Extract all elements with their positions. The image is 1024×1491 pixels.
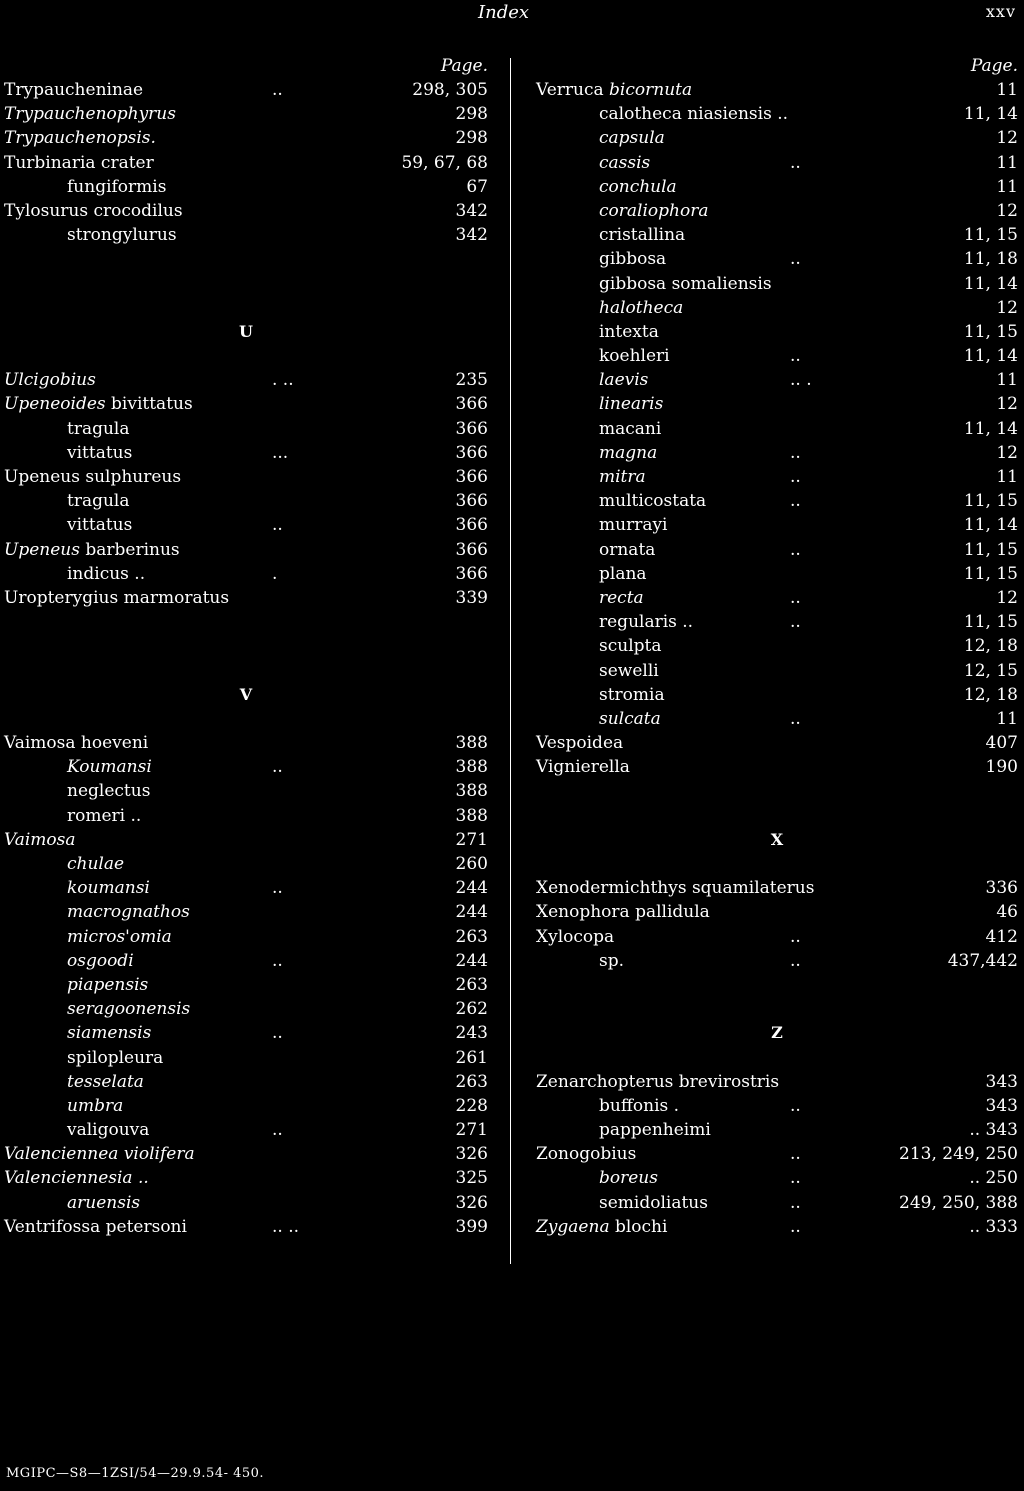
leader-dots: .. [272, 878, 283, 899]
index-entry [4, 465, 488, 489]
leader-dots: .. [790, 346, 801, 367]
entry-page-ref: 263 [455, 926, 488, 947]
leader-dots: .. [790, 1216, 801, 1237]
entry-term: macrognathos [67, 902, 190, 923]
entry-page-ref: 366 [455, 539, 488, 560]
running-title: Index [478, 2, 530, 23]
leader-dots: .. [272, 757, 283, 778]
leader-dots: .. [790, 708, 801, 729]
index-entry [536, 1166, 1018, 1190]
entry-page-ref: 11, 15 [963, 539, 1018, 560]
entry-term: pappenheimi [599, 1120, 711, 1141]
entry-page-ref: 12 [996, 442, 1018, 463]
entry-term: Zenarchopterus brevirostris [536, 1071, 780, 1092]
leader-dots: .. . [790, 370, 812, 391]
entry-page-ref: 298 [455, 128, 488, 149]
leader-dots: . .. [272, 370, 294, 391]
index-entry [536, 586, 1018, 610]
entry-page-ref: 388 [455, 733, 488, 754]
entry-page-ref: 366 [455, 515, 488, 536]
leader-dots: .. [790, 491, 801, 512]
entry-page-ref: 11, 15 [963, 491, 1018, 512]
entry-page-ref: 244 [455, 950, 488, 971]
entry-term: spilopleura [67, 1047, 164, 1068]
index-entry [4, 1142, 488, 1166]
index-entry [4, 1166, 488, 1190]
entry-page-ref: 342 [455, 225, 488, 246]
entry-page-ref: 388 [455, 781, 488, 802]
page-column-label: Page. [970, 56, 1018, 76]
blank-line [4, 634, 488, 658]
entry-term: linearis [599, 394, 664, 415]
entry-page-ref: 11, 18 [963, 249, 1018, 270]
index-entry [4, 1021, 488, 1045]
entry-term: valigouva [67, 1120, 150, 1141]
entry-page-ref: 11, 14 [963, 515, 1018, 536]
index-column-right [536, 54, 1018, 1239]
index-entry [536, 320, 1018, 344]
index-entry [4, 78, 488, 102]
index-entry [536, 925, 1018, 949]
index-entry [4, 223, 488, 247]
entry-page-ref: 67 [466, 176, 488, 197]
entry-term: conchula [599, 176, 677, 197]
entry-page-ref: 263 [455, 974, 488, 995]
entry-term: tragula [67, 418, 130, 439]
entry-term: Verruca bicornuta [536, 80, 693, 100]
leader-dots: .. [790, 1095, 801, 1116]
index-entry [536, 489, 1018, 513]
index-entry [4, 925, 488, 949]
entry-page-ref: 11 [996, 176, 1018, 197]
blank-line [536, 997, 1018, 1021]
index-entry [536, 513, 1018, 537]
entry-term: umbra [67, 1095, 124, 1116]
entry-page-ref: 11 [996, 152, 1018, 173]
entry-term: Vignierella [536, 757, 630, 778]
index-entry [536, 102, 1018, 126]
leader-dots: ... [272, 442, 289, 463]
index-entry [536, 949, 1018, 973]
leader-dots: .. [790, 587, 801, 608]
index-entry [536, 1142, 1018, 1166]
blank-line [536, 852, 1018, 876]
entry-term: regularis .. [599, 612, 694, 633]
index-entry [536, 562, 1018, 586]
entry-page-ref: 11, 15 [963, 563, 1018, 584]
entry-term: tesselata [67, 1071, 144, 1092]
entry-page-ref: 388 [455, 757, 488, 778]
leader-dots: .. [790, 249, 801, 270]
entry-term: micros'omia [67, 926, 172, 947]
index-entry [4, 102, 488, 126]
entry-page-ref: 407 [985, 733, 1018, 754]
entry-term: laevis [599, 370, 649, 391]
entry-page-ref: 46 [996, 902, 1018, 923]
section-letter: U [239, 321, 253, 341]
entry-page-ref: 12, 18 [963, 636, 1018, 657]
blank-line [4, 659, 488, 683]
blank-line [536, 804, 1018, 828]
section-letter: Z [771, 1023, 783, 1043]
index-entry [4, 489, 488, 513]
entry-page-ref: 11, 14 [963, 273, 1018, 294]
leader-dots: .. [790, 152, 801, 173]
entry-page-ref: 342 [455, 200, 488, 221]
entry-page-ref: 11, 15 [963, 321, 1018, 342]
index-entry [536, 707, 1018, 731]
index-entry [536, 1070, 1018, 1094]
entry-page-ref: .. 343 [969, 1120, 1018, 1141]
entry-term: calotheca niasiensis .. [599, 104, 789, 125]
entry-term: stromia [599, 684, 665, 705]
index-entry [536, 755, 1018, 779]
leader-dots: .. [272, 950, 283, 971]
index-entry [4, 828, 488, 852]
entry-page-ref: 11 [996, 467, 1018, 487]
index-entry [536, 175, 1018, 199]
index-entry [4, 779, 488, 803]
entry-term: cassis [599, 152, 651, 173]
blank-line [536, 1046, 1018, 1070]
index-entry [4, 417, 488, 441]
entry-page-ref: 11 [996, 370, 1018, 391]
entry-page-ref: 339 [455, 587, 488, 608]
index-entry [4, 997, 488, 1021]
entry-term: Koumansi [67, 757, 152, 778]
entry-page-ref: 366 [455, 491, 488, 512]
entry-page-ref: 12 [996, 297, 1018, 318]
index-entry [4, 1094, 488, 1118]
index-entry [4, 199, 488, 223]
entry-term: Uropterygius marmoratus [4, 587, 230, 608]
entry-term: Turbinaria crater [4, 152, 154, 173]
index-entry [536, 538, 1018, 562]
page-number: xxv [985, 2, 1016, 21]
entry-term: gibbosa [599, 249, 667, 270]
entry-page-ref: 243 [455, 1023, 488, 1044]
entry-term: murrayi [599, 515, 668, 536]
column-divider [510, 58, 511, 1264]
index-entry [4, 392, 488, 416]
index-entry [536, 417, 1018, 441]
leader-dots: .. [790, 926, 801, 947]
entry-term: plana [599, 563, 647, 584]
entry-page-ref: 326 [455, 1144, 488, 1165]
entry-page-ref: 12 [996, 587, 1018, 608]
entry-page-ref: 244 [455, 902, 488, 923]
entry-term: sculpta [599, 636, 662, 657]
entry-page-ref: 244 [455, 878, 488, 899]
entry-term: Trypauchenopsis. [4, 128, 156, 149]
index-entry [4, 1070, 488, 1094]
section-letter: V [239, 684, 253, 704]
entry-term: Ulcigobius [4, 370, 96, 391]
leader-dots: .. [272, 515, 283, 536]
entry-term: strongylurus [67, 225, 177, 246]
page-column-label: Page. [440, 56, 488, 76]
entry-term: osgoodi [67, 950, 134, 971]
leader-dots: . [272, 563, 278, 584]
index-entry [536, 247, 1018, 271]
entry-page-ref: 12 [996, 128, 1018, 149]
entry-term: Vaimosa hoeveni [4, 733, 149, 754]
entry-term: gibbosa somaliensis [599, 273, 772, 294]
leader-dots: .. [790, 539, 801, 560]
entry-term: coraliophora [599, 200, 709, 221]
entry-page-ref: 366 [455, 394, 488, 415]
index-entry [4, 852, 488, 876]
index-entry [536, 272, 1018, 296]
entry-term: Valenciennesia .. [4, 1168, 149, 1189]
entry-term: sulcata [599, 708, 661, 729]
entry-term: Upeneus sulphureus [4, 467, 182, 487]
entry-page-ref: 263 [455, 1071, 488, 1092]
entry-term: Xenophora pallidula [536, 902, 710, 923]
leader-dots: .. .. [272, 1216, 300, 1237]
entry-page-ref: 235 [455, 370, 488, 391]
index-entry [4, 1191, 488, 1215]
index-entry [4, 900, 488, 924]
index-entry [4, 513, 488, 537]
entry-term: piapensis [67, 974, 149, 995]
entry-page-ref: 298, 305 [412, 80, 488, 100]
entry-term: koehleri [599, 346, 670, 367]
leader-dots: .. [272, 80, 283, 100]
index-entry [4, 973, 488, 997]
entry-page-ref: 11, 14 [963, 418, 1018, 439]
index-entry [4, 126, 488, 150]
entry-term: ornata [599, 539, 656, 560]
index-entry [4, 538, 488, 562]
section-letter: X [770, 829, 784, 849]
entry-page-ref: 11, 15 [963, 612, 1018, 633]
leader-dots: .. [790, 467, 801, 487]
entry-term: Xenodermichthys squamilaterus [536, 878, 815, 899]
index-entry [536, 683, 1018, 707]
index-entry [4, 368, 488, 392]
index-entry [4, 1046, 488, 1070]
entry-term: multicostata [599, 491, 707, 512]
index-entry [4, 586, 488, 610]
printer-imprint: MGIPC—S8—1ZSI/54—29.9.54- 450. [6, 1466, 265, 1481]
entry-term: romeri .. [67, 805, 142, 826]
entry-page-ref: 262 [455, 999, 488, 1020]
leader-dots: .. [790, 612, 801, 633]
index-entry [536, 1215, 1018, 1239]
entry-term: aruensis [67, 1192, 141, 1213]
leader-dots: .. [790, 950, 801, 971]
entry-page-ref: 343 [985, 1095, 1018, 1116]
entry-term: Valenciennea violifera [4, 1144, 195, 1165]
entry-term: capsula [599, 128, 665, 149]
index-entry [4, 949, 488, 973]
entry-page-ref: 11, 14 [963, 346, 1018, 367]
entry-term: Vespoidea [536, 733, 624, 754]
entry-page-ref: .. 250 [969, 1168, 1018, 1189]
entry-page-ref: 228 [455, 1095, 488, 1116]
entry-term: Vaimosa [4, 829, 76, 850]
entry-page-ref: 261 [455, 1047, 488, 1068]
entry-term: sp. [599, 950, 625, 971]
entry-page-ref: 366 [455, 418, 488, 439]
index-entry [4, 876, 488, 900]
entry-term: Zygaena blochi [536, 1216, 668, 1237]
index-entry [4, 1118, 488, 1142]
entry-page-ref: .. 333 [969, 1216, 1018, 1237]
entry-page-ref: 412 [985, 926, 1018, 947]
entry-term: mitra [599, 467, 646, 487]
entry-page-ref: 12, 15 [963, 660, 1018, 681]
index-entry [536, 659, 1018, 683]
entry-page-ref: 190 [985, 757, 1018, 778]
index-entry [536, 1118, 1018, 1142]
entry-page-ref: 437,442 [947, 950, 1018, 971]
entry-term: indicus .. [67, 563, 146, 584]
entry-term: siamensis [67, 1023, 152, 1044]
entry-term: recta [599, 587, 644, 608]
entry-page-ref: 399 [455, 1216, 488, 1237]
index-column-left [4, 54, 488, 1239]
entry-term: cristallina [599, 225, 686, 246]
entry-term: Zonogobius [536, 1144, 637, 1165]
index-entry [536, 900, 1018, 924]
entry-term: Tylosurus crocodilus [4, 200, 183, 221]
leader-dots: .. [790, 442, 801, 463]
entry-term: vittatus [67, 442, 133, 463]
index-entry [536, 151, 1018, 175]
entry-term: Trypaucheninae [4, 80, 144, 100]
blank-line [4, 707, 488, 731]
index-entry [4, 151, 488, 175]
entry-term: fungiformis [67, 176, 167, 197]
index-entry [536, 634, 1018, 658]
entry-term: semidoliatus [599, 1192, 708, 1213]
entry-page-ref: 11 [996, 80, 1018, 100]
entry-page-ref: 298 [455, 104, 488, 125]
leader-dots: .. [272, 1120, 283, 1141]
entry-page-ref: 249, 250, 388 [899, 1192, 1018, 1213]
entry-page-ref: 366 [455, 467, 488, 487]
entry-term: Upeneus barberinus [4, 539, 180, 560]
blank-line [4, 344, 488, 368]
index-entry [536, 876, 1018, 900]
blank-line [4, 272, 488, 296]
index-entry [4, 804, 488, 828]
entry-page-ref: 326 [455, 1192, 488, 1213]
blank-line [536, 779, 1018, 803]
index-entry [4, 175, 488, 199]
index-entry [536, 199, 1018, 223]
entry-page-ref: 11 [996, 708, 1018, 729]
entry-term: koumansi [67, 878, 150, 899]
entry-term: halotheca [599, 297, 684, 318]
entry-term: Trypauchenophyrus [4, 104, 176, 125]
entry-term: Ventrifossa petersoni [4, 1216, 187, 1237]
index-entry [4, 441, 488, 465]
index-entry [4, 755, 488, 779]
index-entry [536, 731, 1018, 755]
entry-term: magna [599, 442, 658, 463]
index-entry [536, 78, 1018, 102]
blank-line [4, 296, 488, 320]
blank-line [536, 973, 1018, 997]
index-entry [536, 465, 1018, 489]
entry-page-ref: 11, 14 [963, 104, 1018, 125]
entry-page-ref: 12 [996, 200, 1018, 221]
entry-term: seragoonensis [67, 999, 191, 1020]
entry-term: boreus [599, 1168, 658, 1189]
index-entry [4, 562, 488, 586]
entry-page-ref: 366 [455, 442, 488, 463]
entry-term: macani [599, 418, 662, 439]
entry-page-ref: 12, 18 [963, 684, 1018, 705]
entry-page-ref: 11, 15 [963, 225, 1018, 246]
entry-term: tragula [67, 491, 130, 512]
entry-term: Xylocopa [536, 926, 615, 947]
index-entry [536, 1094, 1018, 1118]
index-entry [536, 392, 1018, 416]
index-entry [536, 296, 1018, 320]
index-entry [4, 1215, 488, 1239]
leader-dots: .. [790, 1168, 801, 1189]
entry-term: intexta [599, 321, 659, 342]
entry-page-ref: 213, 249, 250 [899, 1144, 1018, 1165]
entry-page-ref: 366 [455, 563, 488, 584]
entry-page-ref: 388 [455, 805, 488, 826]
entry-page-ref: 343 [985, 1071, 1018, 1092]
index-entry [536, 344, 1018, 368]
entry-page-ref: 325 [455, 1168, 488, 1189]
index-entry [536, 223, 1018, 247]
index-entry [4, 731, 488, 755]
entry-page-ref: 336 [985, 878, 1018, 899]
entry-page-ref: 12 [996, 394, 1018, 415]
index-entry [536, 368, 1018, 392]
blank-line [4, 247, 488, 271]
entry-term: buffonis . [599, 1095, 680, 1116]
index-entry [536, 1191, 1018, 1215]
index-entry [536, 441, 1018, 465]
entry-page-ref: 271 [455, 1120, 488, 1141]
entry-term: neglectus [67, 781, 151, 802]
entry-page-ref: 260 [455, 854, 488, 874]
index-entry [536, 126, 1018, 150]
entry-term: chulae [67, 854, 125, 874]
entry-term: Upeneoides bivittatus [4, 394, 193, 415]
index-entry [536, 610, 1018, 634]
blank-line [4, 610, 488, 634]
entry-page-ref: 271 [455, 829, 488, 850]
leader-dots: .. [790, 1192, 801, 1213]
leader-dots: .. [272, 1023, 283, 1044]
entry-term: vittatus [67, 515, 133, 536]
entry-page-ref: 59, 67, 68 [401, 152, 488, 173]
leader-dots: .. [790, 1144, 801, 1165]
entry-term: sewelli [599, 660, 659, 681]
